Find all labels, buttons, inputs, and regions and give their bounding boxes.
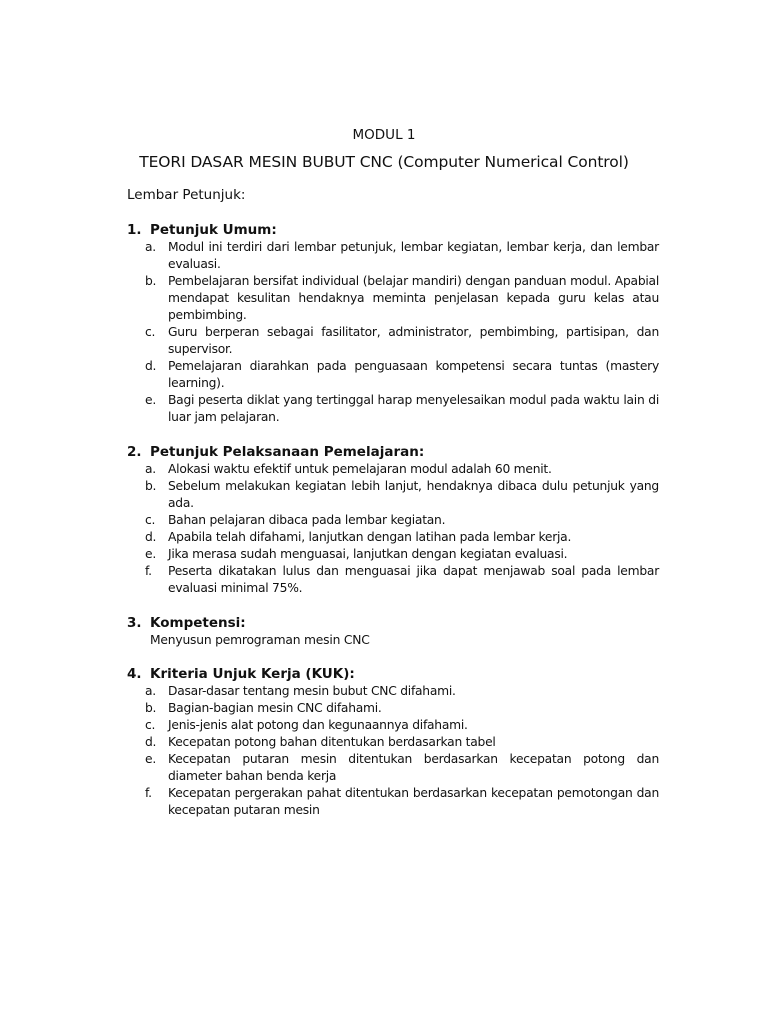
item-marker: f.: [145, 786, 152, 800]
item-text: Guru berperan sebagai fasilitator, administrator, pembimbing, partisipan, dan supervisor.: [168, 325, 659, 356]
section-number: 3.: [127, 615, 142, 631]
list-item: [127, 461, 659, 478]
list-item: [127, 529, 659, 546]
item-marker: e.: [145, 547, 156, 561]
section-heading: [127, 221, 659, 239]
competency-text: Menyusun pemrograman mesin CNC: [150, 633, 370, 647]
section-title: Petunjuk Pelaksanaan Pemelajaran:: [150, 444, 425, 460]
section-number: 1.: [127, 222, 142, 238]
section-heading: [127, 443, 659, 461]
item-text: Kecepatan potong bahan ditentukan berdasarkan tabel: [168, 735, 496, 749]
item-text: Bagian-bagian mesin CNC difahami.: [168, 701, 382, 715]
item-marker: e.: [145, 393, 156, 407]
list-item: [127, 273, 659, 324]
list-item: [127, 478, 659, 512]
item-text: Bagi peserta diklat yang tertinggal harap menyelesaikan modul pada waktu lain di luar jam pelajaran.: [168, 393, 659, 424]
item-marker: c.: [145, 718, 156, 732]
list-item: [127, 563, 659, 597]
list-item: [127, 785, 659, 819]
subheading: Lembar Petunjuk:: [127, 187, 246, 203]
list-item: [127, 324, 659, 358]
item-marker: a.: [145, 462, 156, 476]
section-heading: [127, 665, 659, 683]
item-marker: b.: [145, 274, 157, 288]
list-item: [127, 358, 659, 392]
item-marker: f.: [145, 564, 152, 578]
module-label: MODUL 1: [352, 127, 416, 143]
section-heading: [127, 614, 659, 632]
item-marker: b.: [145, 701, 157, 715]
item-marker: d.: [145, 530, 157, 544]
section-kompetensi: [127, 614, 659, 649]
list-item: [127, 751, 659, 785]
item-marker: c.: [145, 513, 156, 527]
list-item: [127, 734, 659, 751]
list-item: [127, 239, 659, 273]
item-marker: a.: [145, 240, 156, 254]
instruction-list: [127, 239, 659, 426]
item-text: Bahan pelajaran dibaca pada lembar kegiatan.: [168, 513, 446, 527]
section-title: Petunjuk Umum:: [150, 222, 277, 238]
list-item: [127, 392, 659, 426]
section-number: 2.: [127, 444, 142, 460]
item-text: Alokasi waktu efektif untuk pemelajaran modul adalah 60 menit.: [168, 462, 552, 476]
item-text: Jika merasa sudah menguasai, lanjutkan dengan kegiatan evaluasi.: [168, 547, 568, 561]
item-marker: a.: [145, 684, 156, 698]
page-title: TEORI DASAR MESIN BUBUT CNC (Computer Numerical Control): [139, 153, 629, 171]
item-text: Sebelum melakukan kegiatan lebih lanjut, hendaknya dibaca dulu petunjuk yang ada.: [168, 479, 659, 510]
item-text: Kecepatan putaran mesin ditentukan berdasarkan kecepatan potong dan diameter bahan benda kerja: [168, 752, 659, 783]
section-kriteria-unjuk-kerja: [127, 665, 659, 819]
section-petunjuk-umum: [127, 221, 659, 426]
section-title: Kriteria Unjuk Kerja (KUK):: [150, 666, 355, 682]
item-text: Apabila telah difahami, lanjutkan dengan latihan pada lembar kerja.: [168, 530, 572, 544]
item-marker: c.: [145, 325, 156, 339]
list-item: [127, 683, 659, 700]
list-item: [127, 546, 659, 563]
item-marker: e.: [145, 752, 156, 766]
section-pelaksanaan: [127, 443, 659, 597]
item-text: Kecepatan pergerakan pahat ditentukan berdasarkan kecepatan pemotongan dan kecepatan putaran mesin: [168, 786, 659, 817]
item-text: Dasar-dasar tentang mesin bubut CNC difahami.: [168, 684, 456, 698]
instruction-list: [127, 461, 659, 597]
item-marker: d.: [145, 735, 157, 749]
item-marker: b.: [145, 479, 157, 493]
list-item: [127, 512, 659, 529]
list-item: [127, 700, 659, 717]
item-text: Peserta dikatakan lulus dan menguasai jika dapat menjawab soal pada lembar evaluasi minimal 75%.: [168, 564, 659, 595]
list-item: [127, 717, 659, 734]
criteria-list: [127, 683, 659, 819]
item-marker: d.: [145, 359, 157, 373]
item-text: Pemelajaran diarahkan pada penguasaan kompetensi secara tuntas (mastery learning).: [168, 359, 659, 390]
section-title: Kompetensi:: [150, 615, 246, 631]
section-number: 4.: [127, 666, 142, 682]
item-text: Jenis-jenis alat potong dan kegunaannya difahami.: [168, 718, 468, 732]
item-text: Modul ini terdiri dari lembar petunjuk, lembar kegiatan, lembar kerja, dan lembar evaluasi.: [168, 240, 659, 271]
item-text: Pembelajaran bersifat individual (belajar mandiri) dengan panduan modul. Apabial mendapat kesulitan hendaknya meminta penjelasan kepada guru kelas atau pembimbing.: [168, 274, 659, 322]
